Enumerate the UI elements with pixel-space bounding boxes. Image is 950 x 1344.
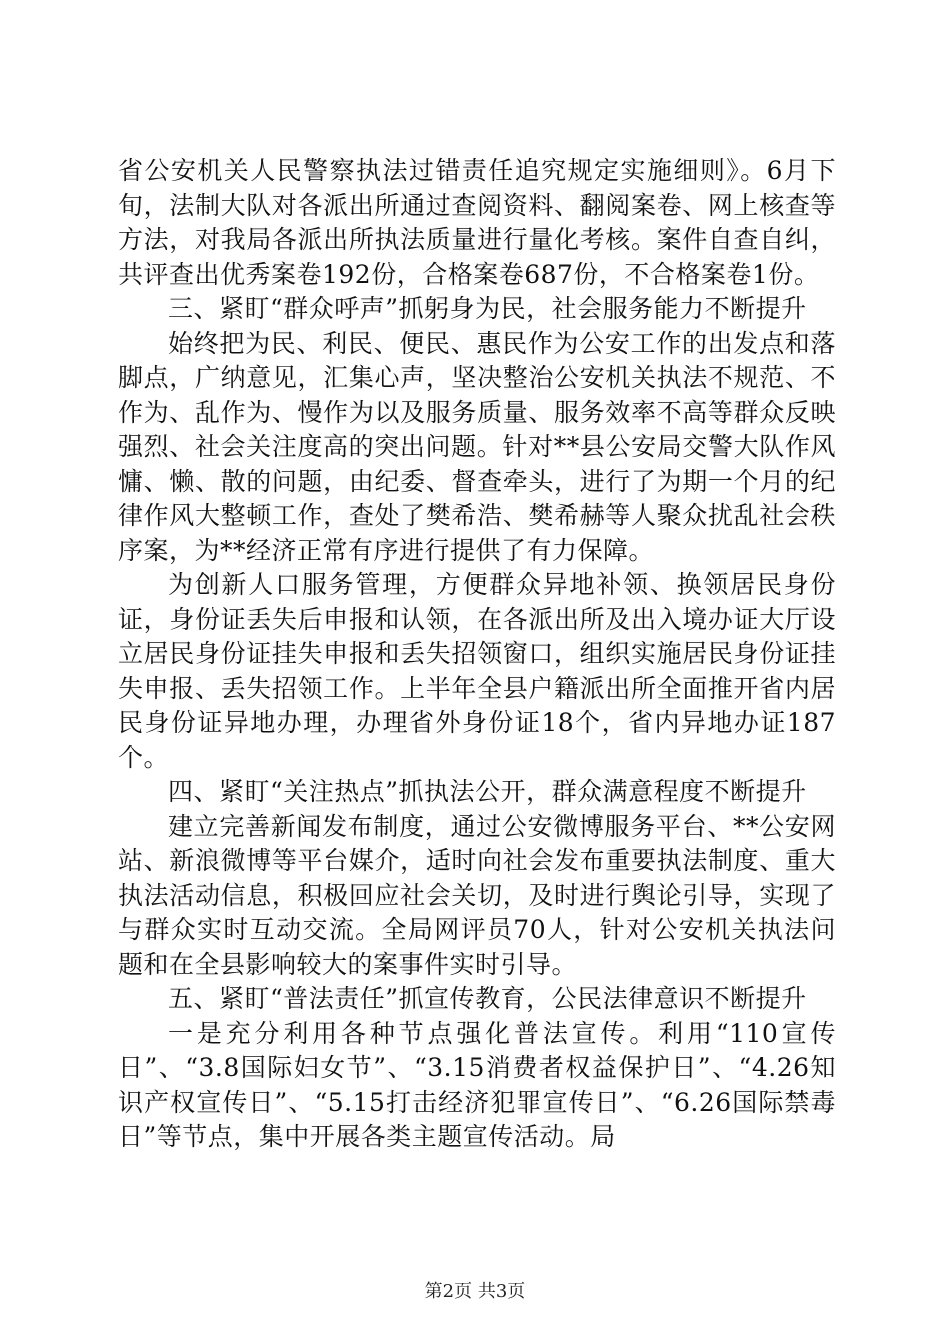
paragraph-continuation: 省公安机关人民警察执法过错责任追究规定实施细则》。6月下旬，法制大队对各派出所通过查阅资料、翻阅案卷、网上核查等方法，对我局各派出所执法质量进行量化考核。案件自查自纠，共评查出优秀案卷192份，合格案卷687份，不合格案卷1份。 — [118, 156, 836, 289]
paragraph-service: 始终把为民、利民、便民、惠民作为公安工作的出发点和落脚点，广纳意见，汇集心声，坚决整治公安机关执法不规范、不作为、乱作为、慢作为以及服务质量、服务效率不高等群众反映强烈、社会关注度高的突出问题。针对**县公安局交警大队作风慵、懒、散的问题，由纪委、督查牵头，进行了为期一个月的纪律作风大整顿工作，查处了樊希浩、樊希赫等人聚众扰乱社会秩序案，为**经济正常有序进行提供了有力保障。 — [118, 328, 836, 565]
paragraph-news-release: 建立完善新闻发布制度，通过公安微博服务平台、**公安网站、新浪微博等平台媒介，适时向社会发布重要执法制度、重大执法活动信息，积极回应社会关切，及时进行舆论引导，实现了与群众实时互动交流。全局网评员70人，针对公安机关执法问题和在全县影响较大的案事件实时引导。 — [118, 811, 836, 979]
document-body — [118, 154, 836, 1155]
section-heading-3: 三、紧盯“群众呼声”抓躬身为民，社会服务能力不断提升 — [168, 294, 807, 323]
paragraph-legal-education: 一是充分利用各种节点强化普法宣传。利用“110宣传日”、“3.8国际妇女节”、“3.15消费者权益保护日”、“4.26知识产权宣传日”、“5.15打击经济犯罪宣传日”、“6.26国际禁毒日”等节点，集中开展各类主题宣传活动。局 — [118, 1018, 836, 1151]
page-number-label: 第2页 共3页 — [424, 1281, 526, 1302]
section-heading-5: 五、紧盯“普法责任”抓宣传教育，公民法律意识不断提升 — [168, 984, 807, 1013]
page-footer — [0, 1277, 950, 1303]
paragraph-id-card: 为创新人口服务管理，方便群众异地补领、换领居民身份证，身份证丢失后申报和认领，在各派出所及出入境办证大厅设立居民身份证挂失申报和丢失招领窗口，组织实施居民身份证挂失申报、丢失招领工作。上半年全县户籍派出所全面推开省内居民身份证异地办理，办理省外身份证18个，省内异地办证187个。 — [118, 570, 836, 772]
section-heading-4: 四、紧盯“关注热点”抓执法公开，群众满意程度不断提升 — [168, 777, 807, 806]
